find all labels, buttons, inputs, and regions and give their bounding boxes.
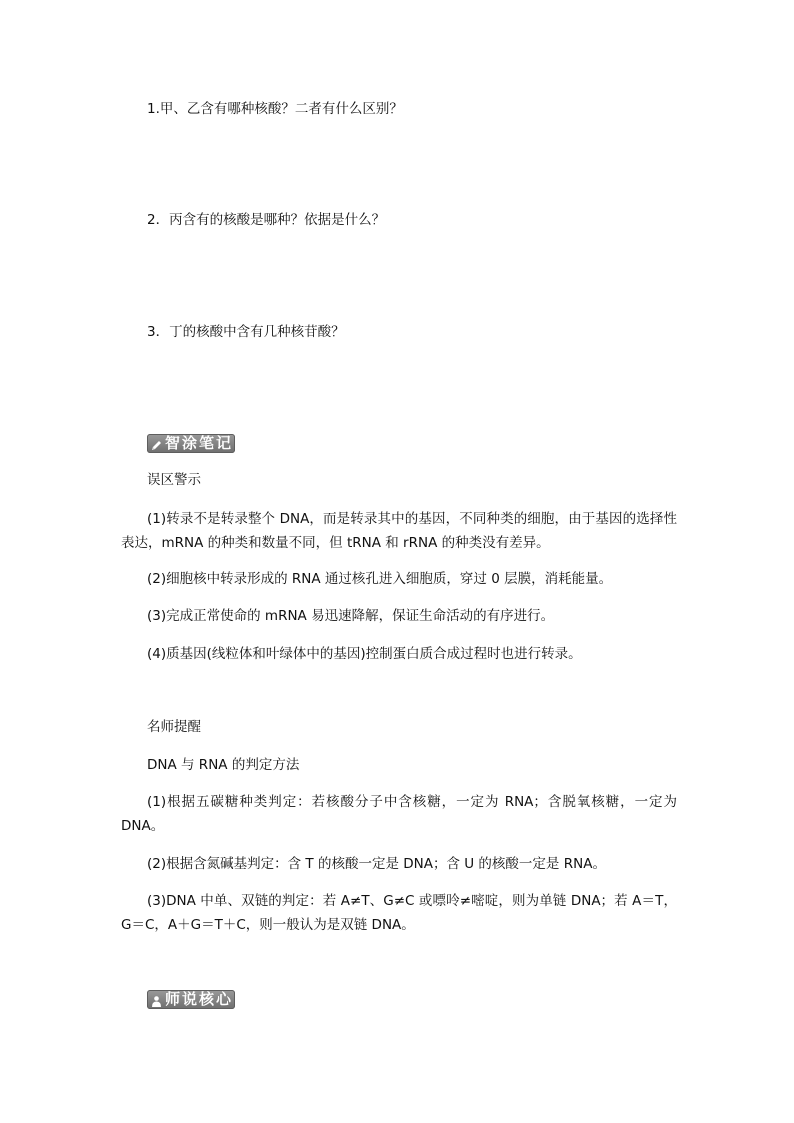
teacher-tip-heading: 名师提醒 [147, 719, 201, 735]
misconception-item-2: (2)细胞核中转录形成的 RNA 通过核孔进入细胞质，穿过 0 层膜，消耗能量。 [147, 571, 613, 587]
misconception-item-4: (4)质基因(线粒体和叶绿体中的基因)控制蛋白质合成过程时也进行转录。 [147, 646, 582, 662]
core-section-badge [147, 990, 235, 1009]
pencil-icon [150, 437, 163, 450]
question-1: 1.甲、乙含有哪种核酸？二者有什么区别？ [147, 101, 403, 117]
teacher-tip-item-2: (2)根据含氮碱基判定：含 T 的核酸一定是 DNA；含 U 的核酸一定是 RNA。 [147, 856, 606, 872]
teacher-tip-item-1: (1)根据五碳糖种类判定：若核酸分子中含核糖，一定为 RNA；含脱氧核糖，一定为 DNA。 [121, 794, 677, 834]
core-badge-label: 师说核心 [165, 990, 234, 1008]
notes-badge-label: 智涂笔记 [165, 434, 234, 452]
misconception-heading: 误区警示 [147, 472, 201, 488]
teacher-tip-subheading: DNA 与 RNA 的判定方法 [147, 757, 300, 773]
question-3: 3．丁的核酸中含有几种核苷酸？ [147, 324, 345, 340]
teacher-icon [150, 993, 163, 1006]
misconception-item-3: (3)完成正常使命的 mRNA 易迅速降解，保证生命活动的有序进行。 [147, 608, 555, 624]
notes-section-badge [147, 434, 235, 453]
teacher-tip-item-3: (3)DNA 中单、双链的判定：若 A≠T、G≠C 或嘌呤≠嘧啶，则为单链 DNA；若 A＝T，G＝C，A＋G＝T＋C，则一般认为是双链 DNA。 [121, 893, 677, 933]
question-2: 2．丙含有的核酸是哪种？依据是什么？ [147, 212, 386, 228]
misconception-item-1: (1)转录不是转录整个 DNA，而是转录其中的基因，不同种类的细胞，由于基因的选择性表达，mRNA 的种类和数量不同，但 tRNA 和 rRNA 的种类没有差异。 [121, 511, 677, 551]
